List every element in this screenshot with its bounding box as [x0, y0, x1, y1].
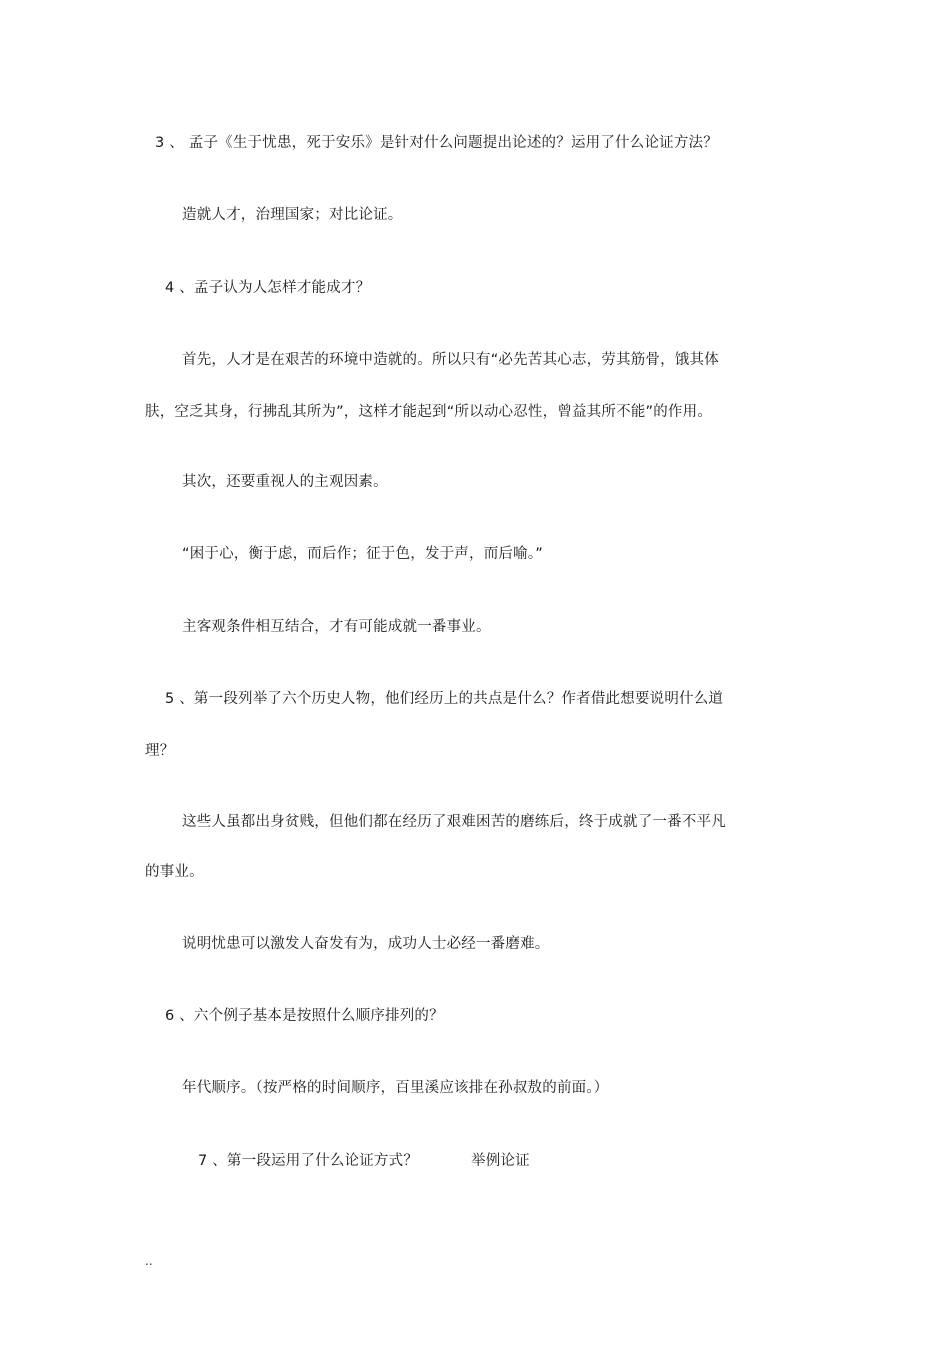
question-5-line-2: 理？ — [145, 743, 175, 759]
answer-4-line-5: 主客观条件相互结合，才有可能成就一番事业。 — [182, 619, 491, 635]
answer-5-line-1: 这些人虽都出身贫贱，但他们都在经历了艰难困苦的磨练后，终于成就了一番不平凡 — [182, 814, 726, 830]
answer-4-line-4: “困于心，衡于虑，而后作；征于色，发于声，而后喻。” — [182, 546, 543, 562]
answer-4-line-1: 首先，人才是在艰苦的环境中造就的。所以只有“必先苦其心志，劳其筋骨，饿其体 — [182, 352, 719, 368]
question-4: 4 、孟子认为人怎样才能成才？ — [165, 280, 371, 296]
answer-4-line-2: 肤，空乏其身，行拂乱其所为”，这样才能起到“所以动心忍性，曾益其所不能”的作用。 — [145, 404, 713, 420]
answer-6: 年代顺序。（按严格的时间顺序，百里溪应该排在孙叔敖的前面。） — [182, 1080, 609, 1096]
answer-3: 造就人才，治理国家；对比论证。 — [182, 207, 403, 223]
question-6: 6 、六个例子基本是按照什么顺序排列的？ — [165, 1008, 444, 1024]
answer-5-line-2: 的事业。 — [145, 864, 204, 880]
answer-5-line-3: 说明忧患可以激发人奋发有为，成功人士必经一番磨难。 — [182, 936, 550, 952]
question-5-line-1: 5 、第一段列举了六个历史人物，他们经历上的共点是什么？作者借此想要说明什么道 — [165, 691, 724, 707]
answer-7: 举例论证 — [471, 1153, 530, 1169]
question-7: 7 、第一段运用了什么论证方式？ — [198, 1153, 419, 1169]
answer-4-line-3: 其次，还要重视人的主观因素。 — [182, 474, 388, 490]
footer-mark: .. — [145, 1254, 153, 1268]
question-3: 3 、 孟子《生于忧患，死于安乐》是针对什么问题提出论述的？运用了什么论证方法？ — [155, 135, 718, 151]
